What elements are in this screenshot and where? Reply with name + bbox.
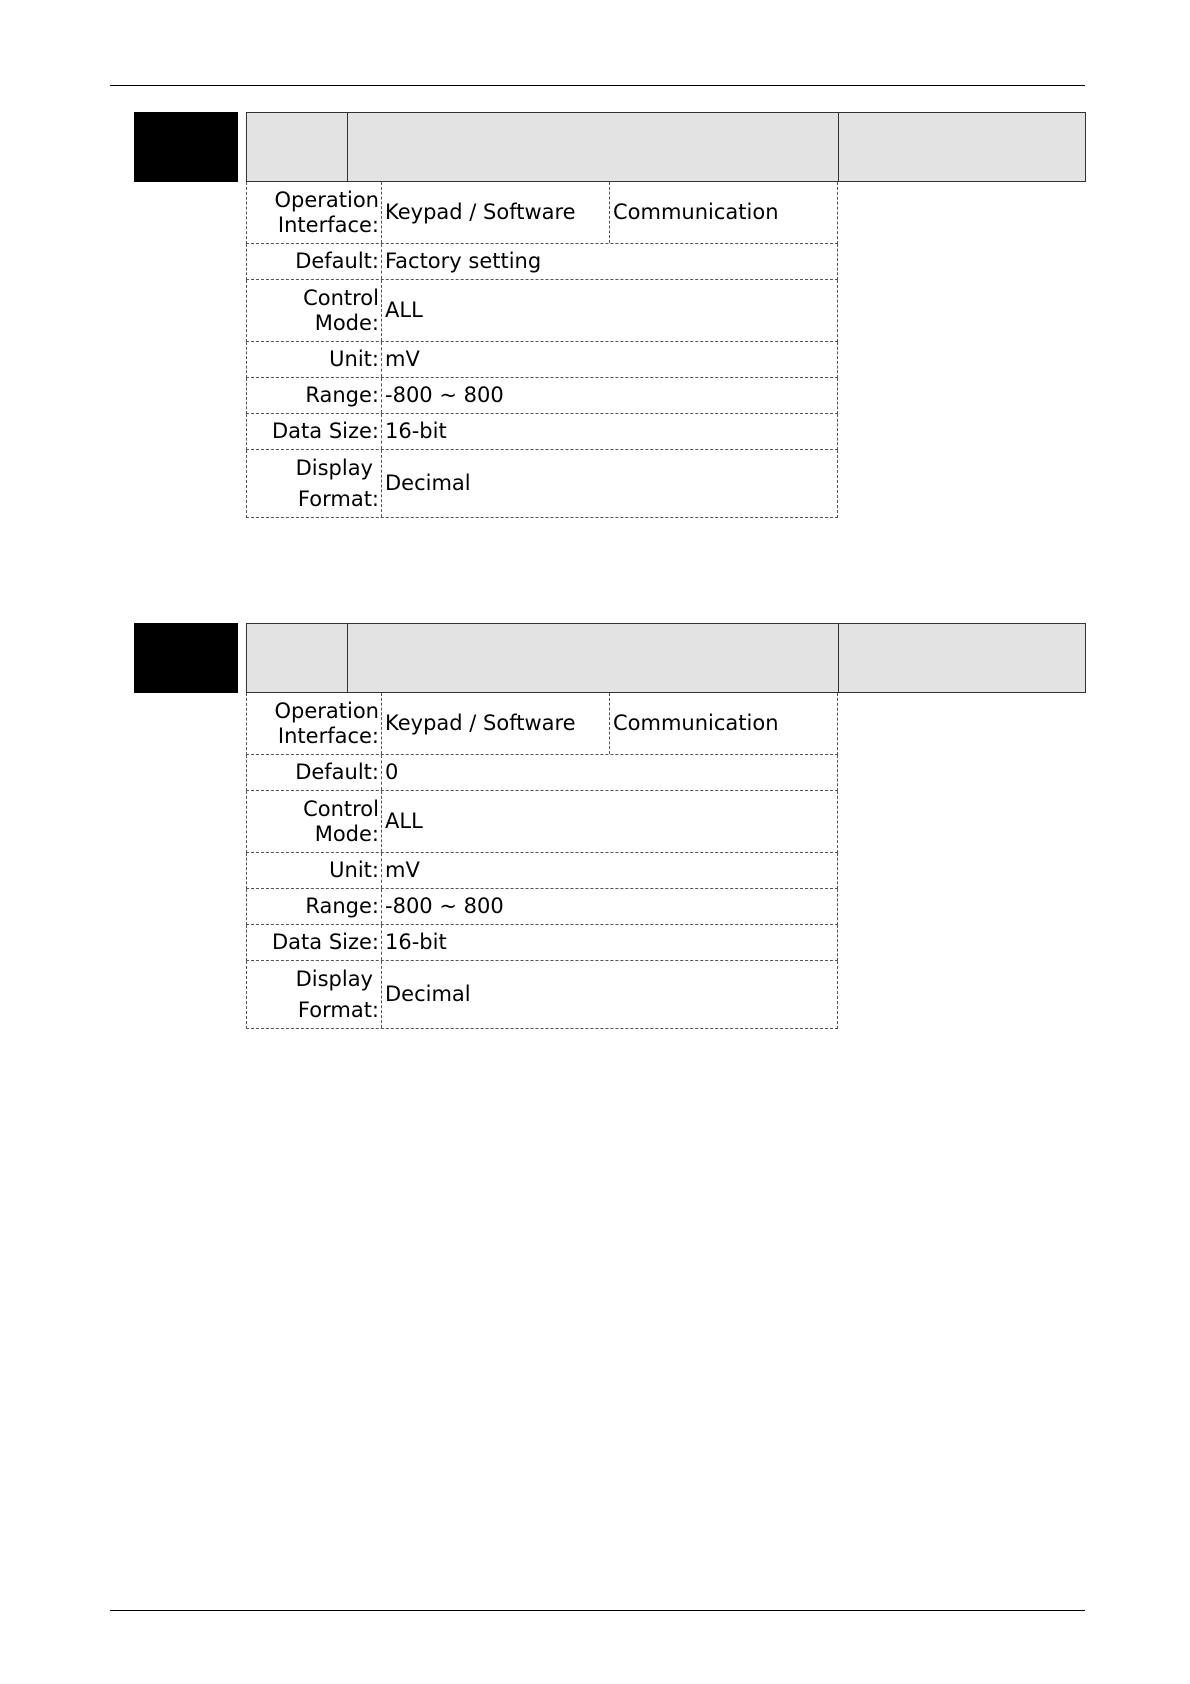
value-keypad-software: Keypad / Software — [382, 182, 610, 243]
value-communication: Communication — [613, 711, 779, 735]
label-default: Default: — [247, 244, 382, 279]
label-range: Range: — [247, 889, 382, 924]
row-data-size — [246, 925, 838, 961]
label-display-format: Display Format: — [295, 455, 379, 511]
parameter-header — [246, 623, 1086, 693]
value-keypad-software: Keypad / Software — [382, 693, 610, 754]
parameter-table — [246, 693, 838, 1029]
label-control-mode: Control Mode: — [303, 285, 379, 335]
value-control-mode: ALL — [385, 809, 423, 833]
parameter-code-tab — [134, 623, 238, 693]
parameter-code-tab — [134, 112, 238, 182]
label-operation-interface: Operation Interface: — [274, 187, 379, 237]
label-range: Range: — [247, 378, 382, 413]
label-data-size: Data Size: — [247, 925, 382, 960]
label-data-size: Data Size: — [247, 414, 382, 449]
value-control-mode: ALL — [385, 298, 423, 322]
value-display-format: Decimal — [385, 471, 471, 495]
row-data-size — [246, 414, 838, 450]
row-display-format — [246, 450, 838, 518]
row-operation-interface — [246, 182, 838, 244]
row-unit — [246, 853, 838, 889]
label-unit: Unit: — [247, 853, 382, 888]
value-unit: mV — [385, 858, 420, 882]
value-data-size: 16-bit — [385, 419, 447, 443]
value-data-size: 16-bit — [385, 930, 447, 954]
value-range: -800 ~ 800 — [385, 383, 504, 407]
value-default: Factory setting — [385, 249, 542, 273]
value-display-format: Decimal — [385, 982, 471, 1006]
label-operation-interface: Operation Interface: — [274, 698, 379, 748]
value-default: 0 — [385, 760, 399, 784]
value-unit: mV — [385, 347, 420, 371]
label-control-mode: Control Mode: — [303, 796, 379, 846]
parameter-header — [246, 112, 1086, 182]
row-control-mode — [246, 791, 838, 853]
parameter-table — [246, 182, 838, 518]
row-display-format — [246, 961, 838, 1029]
label-default: Default: — [247, 755, 382, 790]
value-communication: Communication — [613, 200, 779, 224]
row-range — [246, 378, 838, 414]
row-operation-interface — [246, 693, 838, 755]
row-default — [246, 244, 838, 280]
row-unit — [246, 342, 838, 378]
label-unit: Unit: — [247, 342, 382, 377]
row-default — [246, 755, 838, 791]
value-range: -800 ~ 800 — [385, 894, 504, 918]
label-display-format: Display Format: — [295, 966, 379, 1022]
row-control-mode — [246, 280, 838, 342]
top-rule — [110, 85, 1085, 86]
bottom-rule — [110, 1610, 1085, 1611]
row-range — [246, 889, 838, 925]
